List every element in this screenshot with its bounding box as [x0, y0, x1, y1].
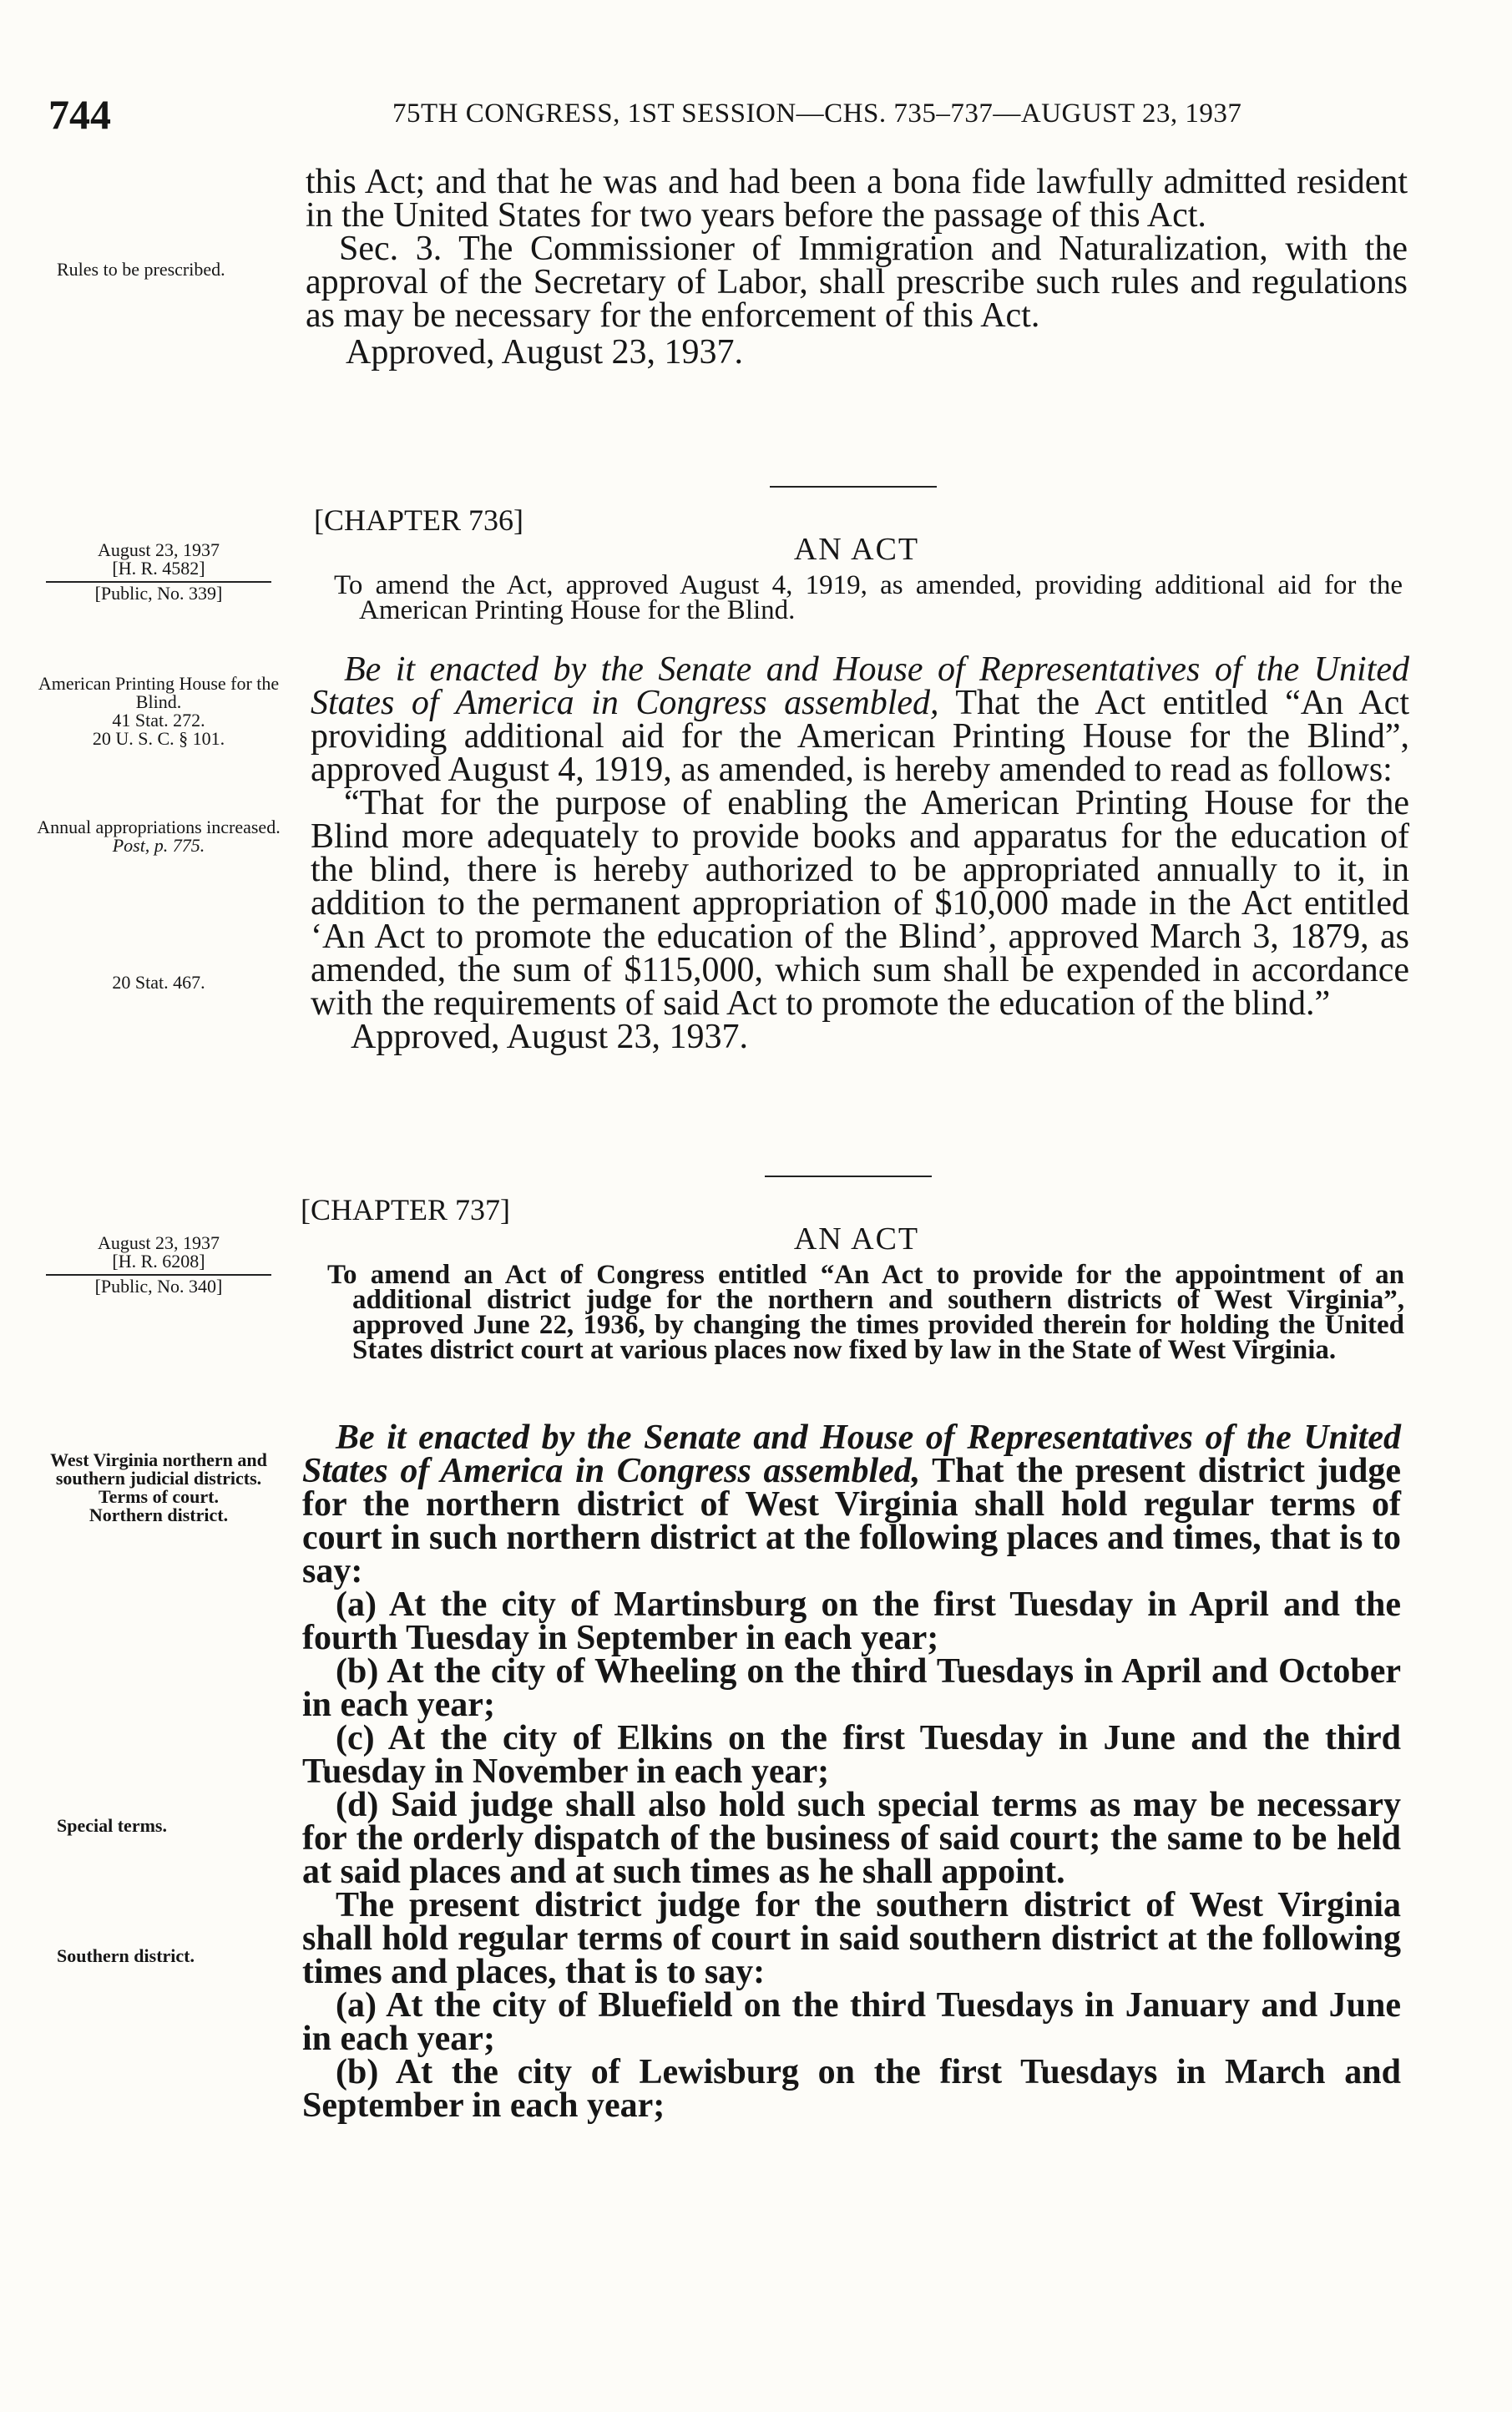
ch737-north-b: (b) At the city of Wheeling on the third Tuesdays in April and October in each year;: [302, 1652, 1401, 1724]
sidenote-aph-title: American Printing House for the Blind.: [38, 673, 280, 712]
ch735-approved: Approved, August 23, 1937.: [346, 333, 743, 372]
sidenote-wv: [33, 1451, 284, 1525]
section-divider: [765, 1176, 932, 1177]
ch737-north-c: (c) At the city of Elkins on the first Tuesday in June and the third Tuesday in November in each year;: [302, 1719, 1401, 1791]
ch736-chapter-label: [CHAPTER 736]: [314, 503, 523, 537]
ch737-south-a: (a) At the city of Bluefield on the third Tuesdays in January and June in each year;: [302, 1986, 1401, 2058]
ch737-enacting-clause: Be it enacted by the Senate and House of Representatives of the United States of America in Congress assembled,: [302, 1418, 1401, 1490]
ch735-sec3: Sec. 3. The Commissioner of Immigration and Naturalization, with the approval of the Secretary of Labor, shall prescribe such rules and regulations as may be necessary for the enforcement of this Act.: [306, 230, 1408, 335]
sidenote-annual-post: Post, p. 775.: [112, 835, 205, 856]
sidenote-special-terms: Special terms.: [57, 1815, 167, 1836]
sidenote-aph-stat: 41 Stat. 272.: [112, 710, 205, 731]
section-divider: [770, 486, 937, 488]
ch737-public: [Public, No. 340]: [46, 1274, 271, 1296]
sidenote-wv-northern: Northern district.: [88, 1504, 229, 1525]
sidenote-wv-title: West Virginia northern and southern judicial districts.: [50, 1449, 267, 1489]
ch737-south-b: (b) At the city of Lewisburg on the first Tuesdays in March and September in each year;: [302, 2053, 1401, 2125]
ch736-description: To amend the Act, approved August 4, 1919, as amended, providing additional aid for the American Printing House for the Blind.: [334, 570, 1403, 625]
ch735-block: [306, 163, 1408, 372]
sidenote-aph: [33, 675, 284, 748]
ch737-chapter-label: [CHAPTER 737]: [301, 1193, 510, 1226]
ch736-hr: [H. R. 4582]: [112, 558, 205, 579]
ch736-approved: Approved, August 23, 1937.: [351, 1018, 748, 1056]
ch736-date: August 23, 1937: [97, 539, 220, 560]
sidenote-stat-467: 20 Stat. 467.: [112, 972, 205, 993]
ch736-enacting-rest: That the Act entitled “An Act providing additional aid for the American Printing House for the Blind”, approved August 4, 1919, as amended, is hereby amended to read as follows:: [311, 684, 1409, 789]
sidenote-southern-district: Southern district.: [57, 1945, 195, 1966]
sidenote-annual-title: Annual appropriations increased.: [37, 817, 281, 837]
ch737-southern: The present district judge for the southern district of West Virginia shall hold regular terms of court in said southern district at the following times and places, that is to say:: [302, 1886, 1401, 1991]
sidenote-wv-terms: Terms of court.: [99, 1486, 219, 1507]
ch737-description: To amend an Act of Congress entitled “An Act to provide for the appointment of an additional district judge for the northern and southern districts of West Virginia”, approved June 22, 1936, by changing the times provided therein for holding the United States district court at various places now fixed by law in the State of West Virginia.: [327, 1260, 1404, 1365]
ch737-north-d: (d) Said judge shall also hold such special terms as may be necessary for the orderly dispatch of the business of said court; the same to be held at said places and at such times as he shall appoint.: [302, 1786, 1401, 1891]
ch736-act-title: AN ACT: [793, 532, 920, 567]
ch736-public: [Public, No. 339]: [46, 581, 271, 603]
sidenote-aph-usc: 20 U. S. C. § 101.: [92, 728, 225, 749]
page-number: 744: [48, 91, 111, 138]
ch737-act-title: AN ACT: [793, 1221, 920, 1257]
sidenote-annual: [33, 818, 284, 855]
running-head: 75TH CONGRESS, 1ST SESSION—CHS. 735–737—AUGUST 23, 1937: [392, 99, 1242, 129]
ch737-hr: [H. R. 6208]: [112, 1251, 205, 1272]
ch736-enacting-clause: Be it enacted by the Senate and House of Representatives of the United States of America in Congress assembled,: [311, 650, 1409, 722]
ch736-quoted-text: “That for the purpose of enabling the American Printing House for the Blind more adequately to provide books and apparatus for the education of the blind, there is hereby authorized to be appropriated annually to it, in addition to the permanent appropriation of $10,000 made in the Act entitled ‘An Act to promote the education of the Blind’, approved March 3, 1879, as amended, the sum of $115,000, which sum shall be expended in accordance with the requirements of said Act to promote the education of the blind.”: [311, 784, 1409, 1023]
ch736-date-block: [33, 541, 284, 603]
ch735-para1: this Act; and that he was and had been a bona fide lawfully admitted resident in the United States for two years before the passage of this Act.: [306, 163, 1408, 235]
sidenote-rules-prescribed: Rules to be prescribed.: [57, 259, 225, 280]
ch737-enacting-rest: That the present district judge for the northern district of West Virginia shall hold regular terms of court in such northern district at the following places and times, that is to say:: [302, 1452, 1401, 1590]
ch736-body: [311, 650, 1409, 1056]
ch737-north-a: (a) At the city of Martinsburg on the first Tuesday in April and the fourth Tuesday in September in each year;: [302, 1585, 1401, 1657]
ch737-date: August 23, 1937: [97, 1232, 220, 1253]
ch737-date-block: [33, 1234, 284, 1296]
ch737-body: [302, 1418, 1401, 2125]
